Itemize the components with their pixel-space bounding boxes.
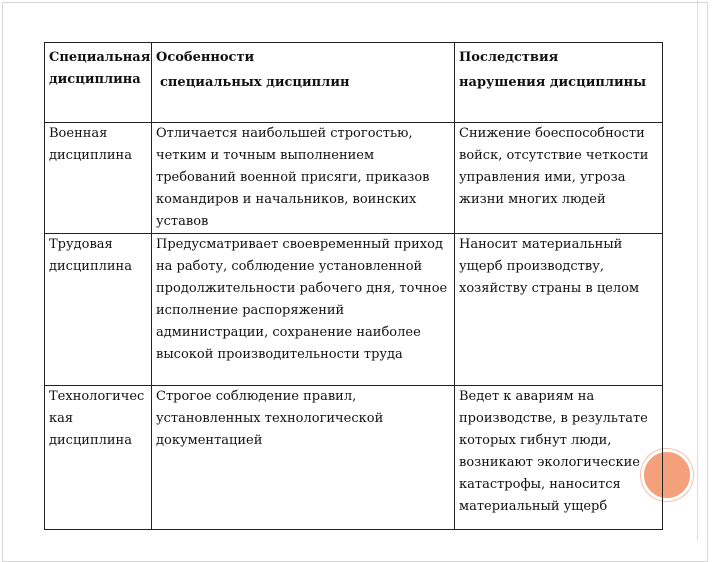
table-row: [45, 386, 663, 530]
header-cell-features: [152, 43, 455, 123]
cell-text: дисциплина: [49, 148, 132, 163]
cell-text: хозяйству страны в целом: [459, 281, 640, 296]
cell-text: дисциплина: [49, 433, 132, 448]
cell-text: четким и точным выполнением: [156, 148, 375, 163]
cell-text: жизни многих людей: [459, 192, 606, 207]
cell-text: продолжительности рабочего дня, точное: [156, 281, 448, 296]
header-cell-consequences: [455, 43, 663, 123]
row-feature-cell: [152, 123, 455, 234]
cell-text: командиров и начальников, воинских: [156, 192, 417, 207]
cell-text: катастрофы, наносится: [459, 477, 621, 492]
cell-text: Военная: [49, 126, 108, 141]
cell-text: Наносит материальный: [459, 237, 623, 252]
header-text: Последствия: [459, 50, 559, 65]
cell-text: Предусматривает своевременный приход: [156, 237, 443, 252]
row-consequence-cell: [455, 386, 663, 530]
cell-text: Отличается наибольшей строгостью,: [156, 126, 413, 141]
cell-text: производстве, в результате: [459, 411, 648, 426]
cell-text: ущерб производству,: [459, 259, 604, 274]
row-name-cell: [45, 386, 152, 530]
cell-text: дисциплина: [49, 259, 132, 274]
row-consequence-cell: [455, 123, 663, 234]
cell-text: документацией: [156, 433, 263, 448]
table-header-row: [45, 43, 663, 123]
cell-text: исполнение распоряжений: [156, 303, 345, 318]
cell-text: управления ими, угроза: [459, 170, 626, 185]
header-cell-discipline: [45, 43, 152, 123]
header-text: дисциплина: [49, 72, 141, 87]
decorative-line: [697, 0, 698, 540]
header-text: специальных дисциплин: [160, 75, 350, 90]
row-consequence-cell: [455, 234, 663, 386]
row-name-cell: [45, 123, 152, 234]
cell-text: Строгое соблюдение правил,: [156, 389, 357, 404]
cell-text: кая: [49, 411, 74, 426]
discipline-table: [44, 42, 663, 530]
cell-text: администрации, сохранение наиболее: [156, 325, 421, 340]
cell-text: войск, отсутствие четкости: [459, 148, 649, 163]
header-text: нарушения дисциплины: [459, 75, 647, 90]
cell-text: Ведет к авариям на: [459, 389, 595, 404]
cell-text: высокой производительности труда: [156, 347, 403, 362]
header-text: Особенности: [156, 50, 255, 65]
cell-text: Технологичес: [49, 389, 145, 404]
table-row: [45, 234, 663, 386]
cell-text: требований военной присяги, приказов: [156, 170, 430, 185]
cell-text: которых гибнут люди,: [459, 433, 612, 448]
cell-text: на работу, соблюдение установленной: [156, 259, 423, 274]
row-feature-cell: [152, 386, 455, 530]
cell-text: уставов: [156, 214, 209, 229]
table-row: [45, 123, 663, 234]
cell-text: Трудовая: [49, 237, 113, 252]
row-feature-cell: [152, 234, 455, 386]
cell-text: возникают экологические: [459, 455, 640, 470]
header-text: Специальная: [49, 50, 151, 65]
cell-text: установленных технологической: [156, 411, 384, 426]
cell-text: Снижение боеспособности: [459, 126, 645, 141]
cell-text: материальный ущерб: [459, 499, 608, 514]
row-name-cell: [45, 234, 152, 386]
